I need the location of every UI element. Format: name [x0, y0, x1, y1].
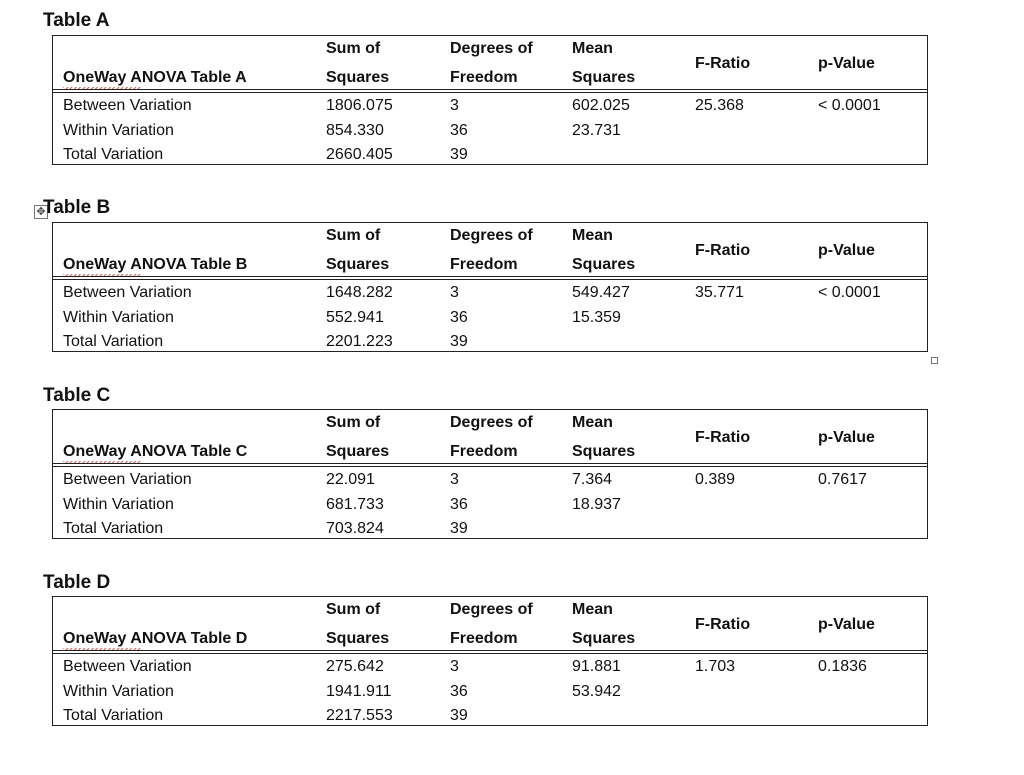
row-label: Between Variation: [63, 97, 192, 114]
cell-ss: 1648.282: [326, 284, 393, 301]
cell-ss: 552.941: [326, 309, 384, 326]
header-squares: Squares: [326, 69, 390, 86]
anova-table-a: [52, 35, 928, 165]
table-name: OneWay ANOVA Table D: [63, 630, 248, 647]
row-label: Within Variation: [63, 496, 174, 513]
cell-p: < 0.0001: [818, 97, 881, 114]
header-p-value: p-Value: [818, 242, 875, 259]
row-label: Total Variation: [63, 520, 164, 537]
header-mean: Mean: [572, 601, 613, 618]
row-label: Within Variation: [63, 309, 174, 326]
cell-df: 36: [450, 496, 468, 513]
cell-df: 3: [450, 658, 459, 675]
cell-ss: 2201.223: [326, 333, 393, 350]
header-mean: Mean: [572, 227, 613, 244]
row-label: Total Variation: [63, 333, 164, 350]
header-mean-squares: Squares: [572, 256, 636, 273]
header-sum-of: Sum of: [326, 40, 381, 57]
cell-ss: 22.091: [326, 471, 375, 488]
row-label: Between Variation: [63, 658, 192, 675]
cell-df: 39: [450, 146, 468, 163]
header-separator: [53, 89, 927, 93]
header-sum-of: Sum of: [326, 227, 381, 244]
cell-df: 36: [450, 683, 468, 700]
cell-df: 39: [450, 333, 468, 350]
table-move-handle-icon[interactable]: ✥: [34, 205, 48, 219]
header-freedom: Freedom: [450, 630, 518, 647]
table-resize-handle[interactable]: [931, 357, 938, 364]
cell-ss: 1941.911: [326, 683, 392, 700]
header-mean-squares: Squares: [572, 443, 636, 460]
header-mean: Mean: [572, 40, 613, 57]
cell-p: 0.7617: [818, 471, 867, 488]
header-freedom: Freedom: [450, 69, 518, 86]
table-a-title: Table A: [43, 10, 110, 31]
header-degrees-of: Degrees of: [450, 227, 533, 244]
header-sum-of: Sum of: [326, 414, 381, 431]
header-mean: Mean: [572, 414, 613, 431]
header-freedom: Freedom: [450, 443, 518, 460]
cell-df: 36: [450, 122, 468, 139]
cell-df: 39: [450, 707, 468, 724]
cell-df: 36: [450, 309, 468, 326]
header-mean-squares: Squares: [572, 69, 636, 86]
cell-ss: 2217.553: [326, 707, 393, 724]
table-d-title: Table D: [43, 572, 111, 593]
header-p-value: p-Value: [818, 55, 875, 72]
cell-ss: 2660.405: [326, 146, 393, 163]
cell-df: 39: [450, 520, 468, 537]
header-separator: [53, 650, 927, 654]
cell-ss: 275.642: [326, 658, 384, 675]
cell-ms: 7.364: [572, 471, 613, 488]
cell-df: 3: [450, 97, 459, 114]
cell-f: 1.703: [695, 658, 736, 675]
cell-f: 35.771: [695, 284, 744, 301]
cell-df: 3: [450, 471, 459, 488]
header-freedom: Freedom: [450, 256, 518, 273]
cell-ms: 18.937: [572, 496, 621, 513]
header-squares: Squares: [326, 630, 390, 647]
header-p-value: p-Value: [818, 429, 875, 446]
header-f-ratio: F-Ratio: [695, 429, 751, 446]
cell-df: 3: [450, 284, 459, 301]
header-f-ratio: F-Ratio: [695, 616, 751, 633]
cell-ss: 681.733: [326, 496, 384, 513]
cell-f: 0.389: [695, 471, 736, 488]
header-f-ratio: F-Ratio: [695, 55, 751, 72]
header-squares: Squares: [326, 443, 390, 460]
table-name: OneWay ANOVA Table A: [63, 69, 247, 86]
cell-ss: 703.824: [326, 520, 384, 537]
header-degrees-of: Degrees of: [450, 601, 533, 618]
row-label: Between Variation: [63, 471, 192, 488]
header-p-value: p-Value: [818, 616, 875, 633]
cell-p: < 0.0001: [818, 284, 881, 301]
header-degrees-of: Degrees of: [450, 40, 533, 57]
row-label: Within Variation: [63, 122, 174, 139]
table-name: OneWay ANOVA Table B: [63, 256, 248, 273]
cell-ms: 549.427: [572, 284, 630, 301]
header-degrees-of: Degrees of: [450, 414, 533, 431]
row-label: Between Variation: [63, 284, 192, 301]
cell-ms: 23.731: [572, 122, 621, 139]
row-label: Total Variation: [63, 146, 164, 163]
table-c-title: Table C: [43, 385, 111, 406]
cell-ss: 854.330: [326, 122, 384, 139]
anova-table-c: [52, 409, 928, 539]
anova-table-d: [52, 596, 928, 726]
table-name: OneWay ANOVA Table C: [63, 443, 248, 460]
cell-ms: 602.025: [572, 97, 630, 114]
row-label: Total Variation: [63, 707, 164, 724]
header-squares: Squares: [326, 256, 390, 273]
cell-p: 0.1836: [818, 658, 867, 675]
cell-ss: 1806.075: [326, 97, 393, 114]
header-mean-squares: Squares: [572, 630, 636, 647]
anova-table-b: [52, 222, 928, 352]
row-label: Within Variation: [63, 683, 174, 700]
cell-ms: 53.942: [572, 683, 621, 700]
cell-ms: 91.881: [572, 658, 621, 675]
cell-ms: 15.359: [572, 309, 621, 326]
table-b-title: Table B: [43, 197, 111, 218]
header-f-ratio: F-Ratio: [695, 242, 751, 259]
header-sum-of: Sum of: [326, 601, 381, 618]
header-separator: [53, 463, 927, 467]
header-separator: [53, 276, 927, 280]
cell-f: 25.368: [695, 97, 744, 114]
